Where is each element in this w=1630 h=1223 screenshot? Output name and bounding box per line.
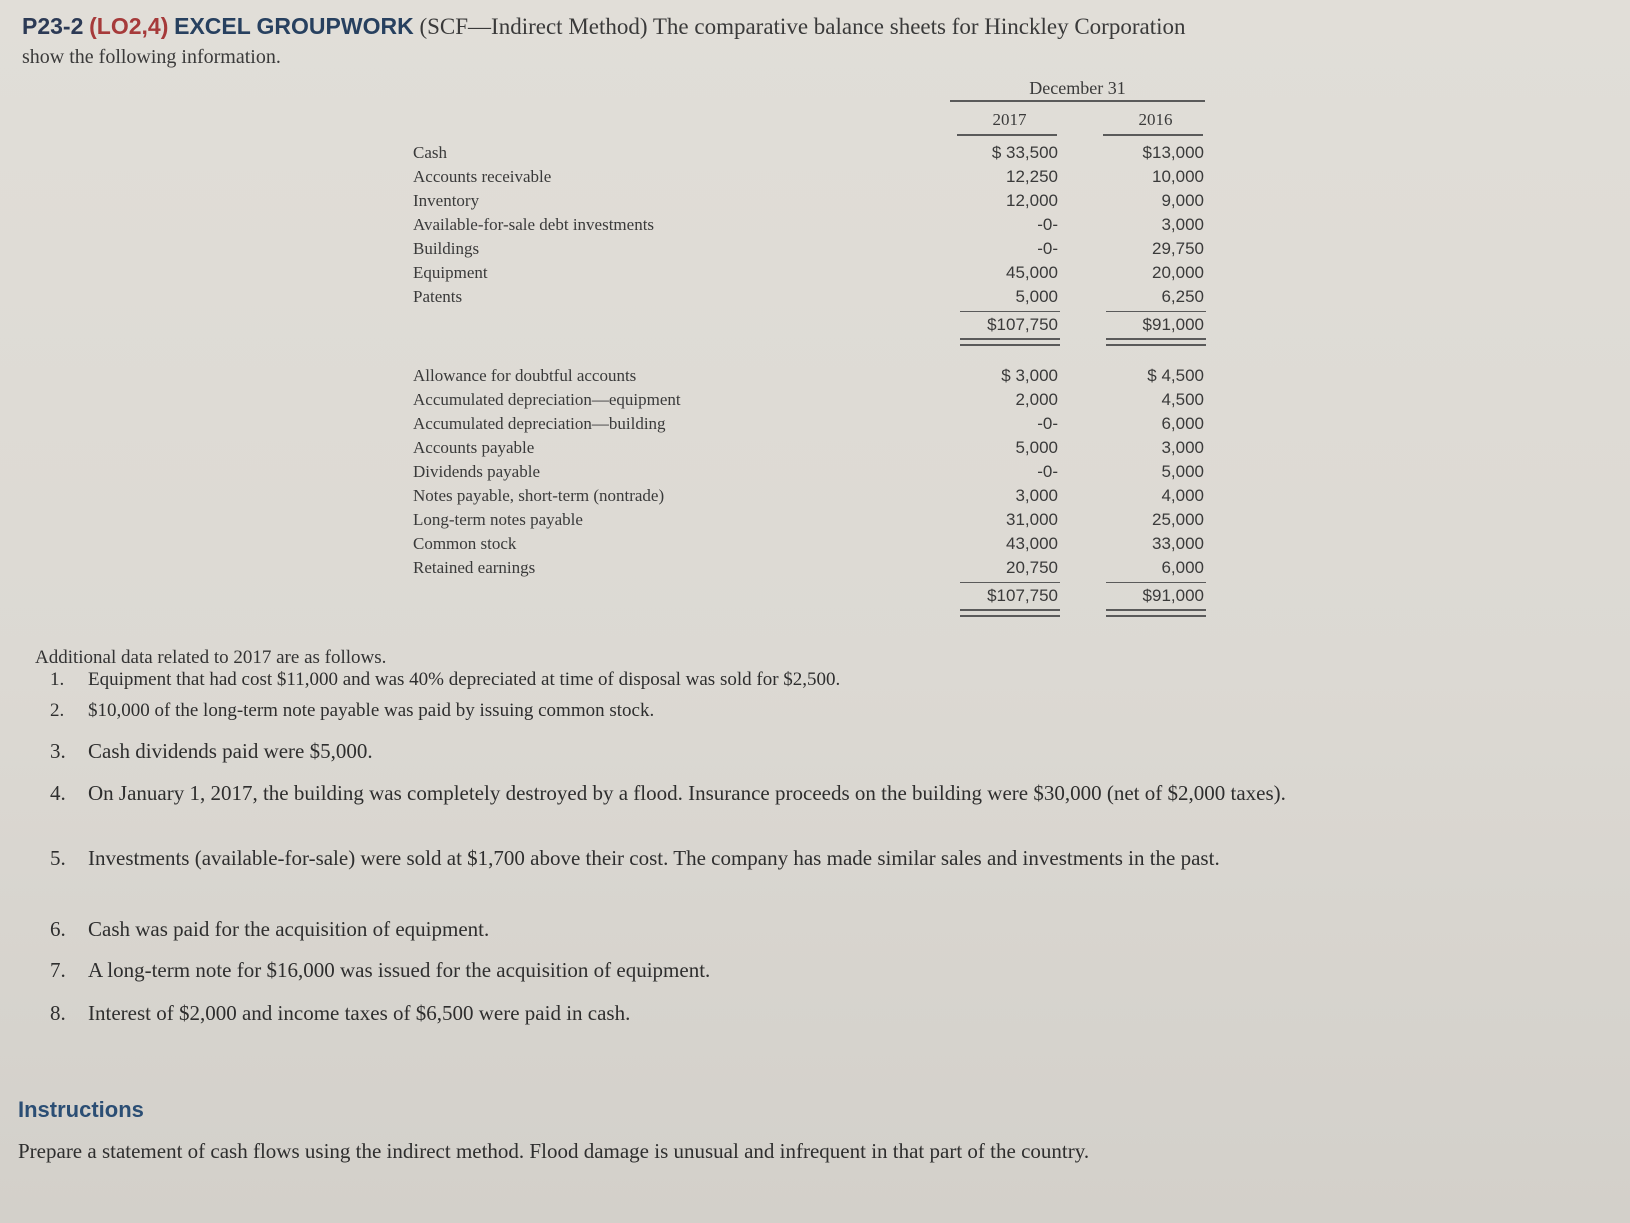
problem-title-line2: show the following information.	[22, 46, 281, 68]
value-2016: 6,000	[1161, 558, 1204, 577]
learning-objectives: (LO2,4)	[89, 13, 169, 39]
subtotal-rule	[1106, 311, 1206, 312]
value-2016: 20,000	[1152, 263, 1204, 282]
total-2017: $107,750	[987, 315, 1058, 334]
instructions-text: Prepare a statement of cash flows using the indirect method. Flood damage is unusual and infrequent in that part of the country.	[18, 1139, 1090, 1163]
item-number: 1.	[50, 669, 65, 690]
excel-label: EXCEL	[174, 13, 251, 39]
additional-data-item	[50, 738, 1595, 765]
value-2016: 10,000	[1152, 167, 1204, 186]
row-label: Patents	[413, 287, 463, 306]
row-label: Long-term notes payable	[413, 510, 583, 529]
item-number: 4.	[50, 781, 66, 805]
additional-data-item	[50, 666, 1595, 693]
row-label: Accounts receivable	[413, 167, 552, 186]
total-2017: $107,750	[987, 586, 1058, 605]
value-2017: 12,000	[1006, 191, 1058, 210]
value-2016: 3,000	[1161, 215, 1204, 234]
value-2017: -0-	[1037, 414, 1058, 433]
value-2016: 4,000	[1161, 486, 1204, 505]
row-label: Inventory	[413, 191, 480, 210]
item-number: 8.	[50, 1001, 66, 1025]
problem-title: (SCF—Indirect Method) The comparative balance sheets for Hinckley Corporation	[419, 14, 1186, 39]
total-2016: $91,000	[1142, 315, 1204, 334]
row-label: Accounts payable	[413, 438, 535, 457]
row-label: Equipment	[413, 263, 488, 282]
year-header-2017: 2017	[992, 110, 1027, 129]
value-2017: -0-	[1037, 239, 1058, 258]
row-label: Accumulated depreciation—equipment	[413, 390, 681, 409]
item-number: 3.	[50, 739, 66, 763]
additional-data-intro: Additional data related to 2017 are as follows.	[35, 647, 387, 668]
value-2017: 5,000	[1015, 287, 1058, 306]
value-2016: 29,750	[1152, 239, 1204, 258]
row-label: Notes payable, short-term (nontrade)	[413, 486, 665, 505]
additional-data-item	[50, 957, 1595, 984]
year-header-2016: 2016	[1138, 110, 1173, 129]
total-double-rule	[960, 609, 1060, 617]
additional-data-item	[50, 916, 1595, 943]
item-text: Interest of $2,000 and income taxes of $6,500 were paid in cash.	[88, 1001, 631, 1025]
value-2016: 6,000	[1161, 414, 1204, 433]
item-text: Cash was paid for the acquisition of equipment.	[88, 917, 490, 941]
value-2016: 25,000	[1152, 510, 1204, 529]
instructions-title: Instructions	[18, 1097, 144, 1122]
additional-data-item	[50, 845, 1595, 872]
item-number: 6.	[50, 917, 66, 941]
total-double-rule	[1106, 609, 1206, 617]
value-2017: 20,750	[1006, 558, 1058, 577]
year-rule-2017	[957, 134, 1057, 136]
value-2016: 9,000	[1161, 191, 1204, 210]
value-2017: 12,250	[1006, 167, 1058, 186]
row-label: Dividends payable	[413, 462, 540, 481]
groupwork-label: GROUPWORK	[256, 13, 414, 39]
value-2017: $ 3,000	[1001, 366, 1058, 385]
value-2017: -0-	[1037, 215, 1058, 234]
row-label: Common stock	[413, 534, 517, 553]
value-2017: 31,000	[1006, 510, 1058, 529]
item-number: 2.	[50, 700, 65, 721]
value-2016: 4,500	[1161, 390, 1204, 409]
value-2017: 45,000	[1006, 263, 1058, 282]
row-label: Buildings	[413, 239, 480, 258]
subtotal-rule	[960, 311, 1060, 312]
row-label: Allowance for doubtful accounts	[413, 366, 637, 385]
value-2017: 2,000	[1015, 390, 1058, 409]
value-2016: $ 4,500	[1147, 366, 1204, 385]
additional-data-item	[50, 780, 1595, 807]
value-2017: -0-	[1037, 462, 1058, 481]
total-2016: $91,000	[1142, 586, 1204, 605]
item-text: Cash dividends paid were $5,000.	[88, 739, 373, 763]
value-2016: 33,000	[1152, 534, 1204, 553]
item-text: Investments (available-for-sale) were sold at $1,700 above their cost. The company has made similar sales and investments in the past.	[88, 846, 1220, 870]
item-text: A long-term note for $16,000 was issued for the acquisition of equipment.	[88, 958, 711, 982]
item-text: $10,000 of the long-term note payable was paid by issuing common stock.	[88, 700, 655, 721]
value-2016: 6,250	[1161, 287, 1204, 306]
subtotal-rule	[960, 582, 1060, 583]
year-rule-2016	[1103, 134, 1203, 136]
value-2017: 3,000	[1015, 486, 1058, 505]
subtotal-rule	[1106, 582, 1206, 583]
item-text: On January 1, 2017, the building was completely destroyed by a flood. Insurance proceeds on the building were $30,000 (net of $2,000 taxes).	[88, 781, 1286, 805]
additional-data-item	[50, 697, 1595, 724]
item-number: 5.	[50, 846, 66, 870]
total-double-rule	[1106, 338, 1206, 346]
additional-data-item	[50, 1000, 1595, 1027]
value-2017: 43,000	[1006, 534, 1058, 553]
total-double-rule	[960, 338, 1060, 346]
value-2016: 5,000	[1161, 462, 1204, 481]
row-label: Accumulated depreciation—building	[413, 414, 666, 433]
value-2017: 5,000	[1015, 438, 1058, 457]
row-label: Cash	[413, 143, 447, 162]
column-group-header: December 31	[1029, 78, 1126, 98]
value-2016: 3,000	[1161, 438, 1204, 457]
problem-number: P23-2	[22, 13, 84, 39]
item-number: 7.	[50, 958, 66, 982]
row-label: Available-for-sale debt investments	[413, 215, 655, 234]
value-2017: $ 33,500	[991, 143, 1058, 162]
value-2016: $13,000	[1142, 143, 1204, 162]
item-text: Equipment that had cost $11,000 and was 40% depreciated at time of disposal was sold for $2,500.	[88, 669, 841, 690]
row-label: Retained earnings	[413, 558, 536, 577]
column-group-rule	[950, 100, 1205, 102]
